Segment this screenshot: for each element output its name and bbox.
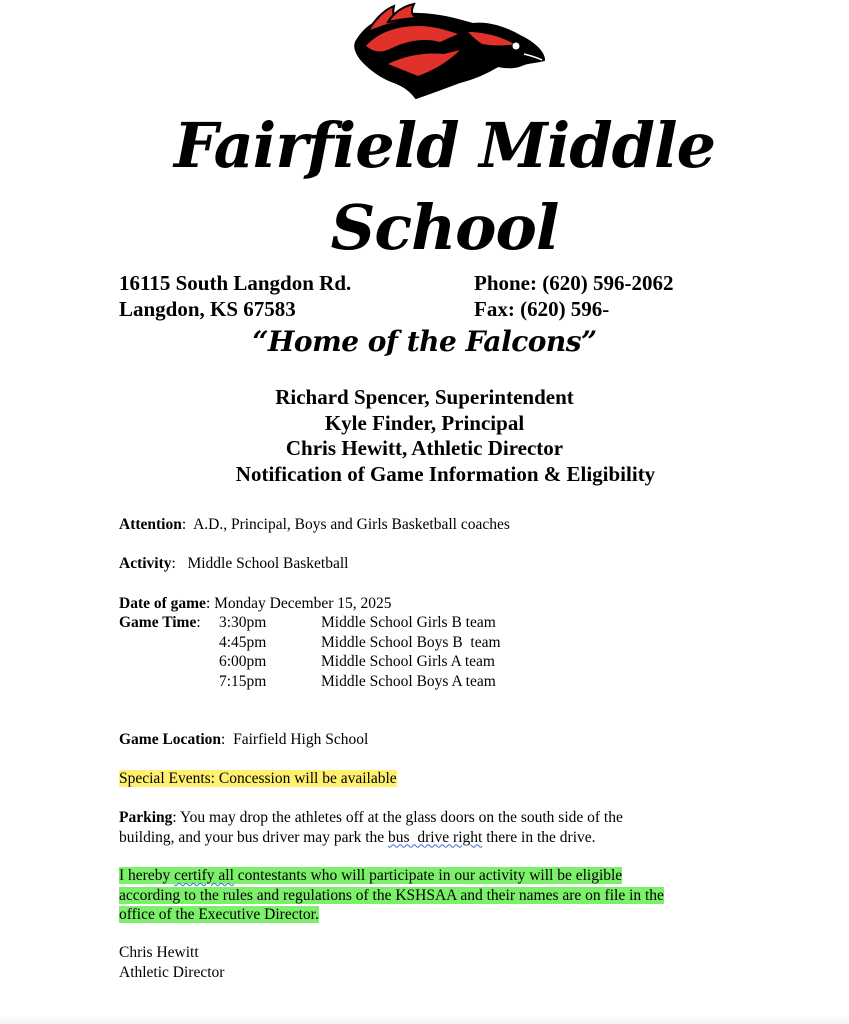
- fax-number: Fax: (620) 596-: [474, 297, 610, 321]
- officials-block: [0, 385, 849, 488]
- date-value: Monday December 15, 2025: [214, 595, 392, 612]
- falcon-logo: [348, 2, 548, 102]
- parking-text: there in the drive.: [482, 828, 596, 846]
- principal-line: Kyle Finder, Principal: [324, 410, 525, 435]
- date-label: Date of game: [119, 595, 206, 612]
- page-bottom-edge: [0, 1016, 849, 1024]
- signature-name: Chris Hewitt: [119, 944, 199, 961]
- game-time: 3:30pm: [219, 614, 267, 631]
- certify-text: I hereby: [119, 867, 175, 884]
- school-motto: “Home of the Falcons”: [252, 325, 597, 358]
- attention-label: Attention: [119, 516, 182, 533]
- game-team: Middle School Boys B team: [321, 633, 501, 651]
- school-name-line2: School: [330, 191, 559, 264]
- parking-text: : You may drop the athletes off at the glass doors on the south side of the: [172, 809, 623, 826]
- spellcheck-underline: bus drive right: [388, 828, 483, 846]
- date-line: Date of game: Monday December 15, 2025: [119, 595, 392, 612]
- certify-line2: [119, 886, 664, 906]
- certify-text: contestants who will participate in our activity will be eligible: [233, 867, 623, 884]
- special-events-line: [119, 769, 397, 789]
- location-line: Game Location: Fairfield High School: [119, 731, 369, 748]
- game-time: 6:00pm: [219, 653, 267, 670]
- activity-label: Activity: [119, 555, 172, 572]
- location-value: Fairfield High School: [233, 731, 369, 748]
- superintendent-line: Richard Spencer, Superintendent: [275, 385, 574, 409]
- address-line1: 16115 South Langdon Rd.: [119, 271, 352, 295]
- location-label: Game Location: [119, 731, 222, 748]
- game-team: Middle School Boys A team: [321, 672, 496, 690]
- game-team: Middle School Girls B team: [321, 614, 496, 631]
- certify-text: office of the Executive Director.: [119, 906, 319, 923]
- phone-number: Phone: (620) 596-2062: [474, 271, 674, 295]
- game-team: Middle School Girls A team: [321, 653, 495, 670]
- game-time-label-line: Game Time:: [119, 614, 201, 631]
- parking-line1: [119, 808, 623, 828]
- certify-line1: [119, 866, 622, 886]
- signature-title: Athletic Director: [119, 963, 225, 981]
- parking-line2: [119, 828, 596, 848]
- game-time: 4:45pm: [219, 633, 267, 651]
- school-name-line1: Fairfield Middle: [173, 109, 716, 182]
- activity-value: Middle School Basketball: [187, 555, 349, 572]
- spellcheck-underline: certify all: [174, 867, 234, 884]
- certify-text: according to the rules and regulations of the KSHSAA and their names are on file in the: [119, 886, 664, 904]
- attention-line: Attention: A.D., Principal, Boys and Girls Basketball coaches: [119, 516, 510, 533]
- parking-text: building, and your bus driver may park the: [119, 828, 389, 846]
- certify-line3: [119, 905, 319, 925]
- special-events-text: Special Events: Concession will be available: [119, 770, 397, 787]
- athletic-director-line: Chris Hewitt, Athletic Director: [285, 436, 564, 461]
- attention-value: A.D., Principal, Boys and Girls Basketball coaches: [193, 516, 510, 533]
- game-time-label: Game Time: [119, 614, 197, 631]
- parking-label: Parking: [119, 809, 173, 826]
- activity-line: Activity: Middle School Basketball: [119, 555, 349, 572]
- address-line2: Langdon, KS 67583: [119, 297, 296, 321]
- game-time: 7:15pm: [219, 672, 267, 690]
- notification-heading: Notification of Game Information & Eligibility: [235, 462, 656, 487]
